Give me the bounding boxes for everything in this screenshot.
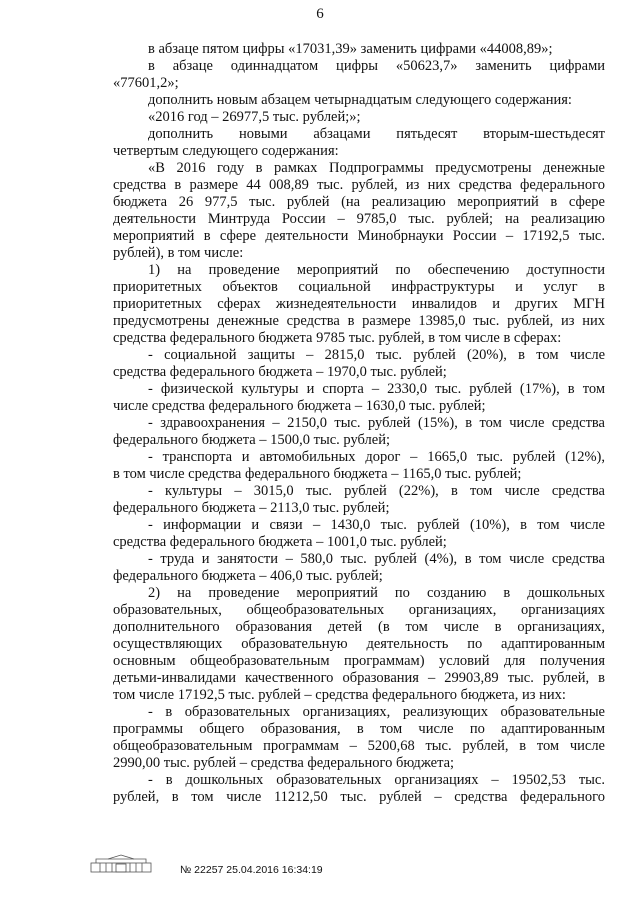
text-line: предусмотрены денежные средства в размере 13985,0 тыс. рублей, из них <box>113 313 605 329</box>
text-line: в абзаце пятом цифры «17031,39» заменить цифрами «44008,89»; <box>148 41 553 57</box>
text-line: федерального бюджета – 1500,0 тыс. рублей; <box>113 432 391 448</box>
text-line: «В 2016 году в рамках Подпрограммы предусмотрены денежные <box>148 160 605 176</box>
page-number: 6 <box>316 6 324 22</box>
text-line: мероприятий в сфере деятельности Минобрнауки России – 17192,5 тыс. <box>113 228 605 244</box>
text-line: средства федерального бюджета – 1001,0 тыс. рублей; <box>113 534 447 550</box>
text-line: осуществляющих образовательную деятельность по адаптированным <box>113 636 605 652</box>
text-line: - культуры – 3015,0 тыс. рублей (22%), в том числе средства <box>148 483 605 499</box>
text-line: дополнить новым абзацем четырнадцатым следующего содержания: <box>148 92 572 108</box>
document-registration-id: № 22257 25.04.2016 16:34:19 <box>180 864 323 876</box>
text-line: 2) на проведение мероприятий по созданию в дошкольных <box>148 585 605 601</box>
text-line: 1) на проведение мероприятий по обеспечению доступности <box>148 262 605 278</box>
text-line: четвертым следующего содержания: <box>113 143 339 159</box>
text-line: - в дошкольных образовательных организациях – 19502,53 тыс. <box>148 772 605 788</box>
text-line: бюджета 26 977,5 тыс. рублей (на реализацию мероприятий в сфере <box>113 194 605 210</box>
text-line: дополнительного образования детей (в том числе в организациях, <box>113 619 605 635</box>
document-body <box>113 41 605 806</box>
text-line: основным общеобразовательным программам) условий для получения <box>113 653 605 669</box>
text-line: числе средства федерального бюджета – 1630,0 тыс. рублей; <box>113 398 486 414</box>
text-line: средства в размере 44 008,89 тыс. рублей, из них средства федерального <box>113 177 605 193</box>
text-line: рублей, в том числе 11212,50 тыс. рублей – средства федерального <box>113 789 605 805</box>
text-line: деятельности Минтруда России – 9785,0 тыс. рублей; на реализацию <box>113 211 605 227</box>
text-line: в абзаце одиннадцатом цифры «50623,7» заменить цифрами <box>148 58 605 74</box>
text-line: том числе 17192,5 тыс. рублей – средства федерального бюджета, из них: <box>113 687 566 703</box>
text-line: образовательных, общеобразовательных организациях, организациях <box>113 602 605 618</box>
text-line: средства федерального бюджета – 1970,0 тыс. рублей; <box>113 364 447 380</box>
text-line: в том числе средства федерального бюджета – 1165,0 тыс. рублей; <box>113 466 522 482</box>
text-line: общеобразовательным программам – 5200,68 тыс. рублей, в том числе <box>113 738 605 754</box>
text-line: средства федерального бюджета 9785 тыс. рублей, в том числе в сферах: <box>113 330 562 346</box>
text-line: 2990,00 тыс. рублей – средства федерального бюджета; <box>113 755 455 771</box>
text-line: дополнить новыми абзацами пятьдесят вторым-шестьдесят <box>148 126 605 142</box>
text-line: - труда и занятости – 580,0 тыс. рублей (4%), в том числе средства <box>148 551 605 567</box>
text-line: - физической культуры и спорта – 2330,0 тыс. рублей (17%), в том <box>148 381 605 397</box>
text-line: «2016 год – 26977,5 тыс. рублей;»; <box>148 109 361 125</box>
text-line: приоритетных сферах жизнедеятельности инвалидов и других МГН <box>113 296 605 312</box>
text-line: - в образовательных организациях, реализующих образовательные <box>148 704 605 720</box>
text-line: приоритетных объектов социальной инфраструктуры и услуг в <box>113 279 605 295</box>
text-line: рублей), в том числе: <box>113 245 244 261</box>
text-line: федерального бюджета – 2113,0 тыс. рублей; <box>113 500 390 516</box>
text-line: программы общего образования, в том числе по адаптированным <box>113 721 605 737</box>
text-line: федерального бюджета – 406,0 тыс. рублей; <box>113 568 383 584</box>
government-emblem-stamp <box>88 854 154 874</box>
text-line: - транспорта и автомобильных дорог – 1665,0 тыс. рублей (12%), <box>148 449 605 465</box>
text-line: - информации и связи – 1430,0 тыс. рублей (10%), в том числе <box>148 517 605 533</box>
text-line: детьми-инвалидами качественного образования – 29903,89 тыс. рублей, в <box>113 670 605 686</box>
text-line: - здравоохранения – 2150,0 тыс. рублей (15%), в том числе средства <box>148 415 605 431</box>
text-line: - социальной защиты – 2815,0 тыс. рублей (20%), в том числе <box>148 347 605 363</box>
text-line: «77601,2»; <box>113 75 179 91</box>
